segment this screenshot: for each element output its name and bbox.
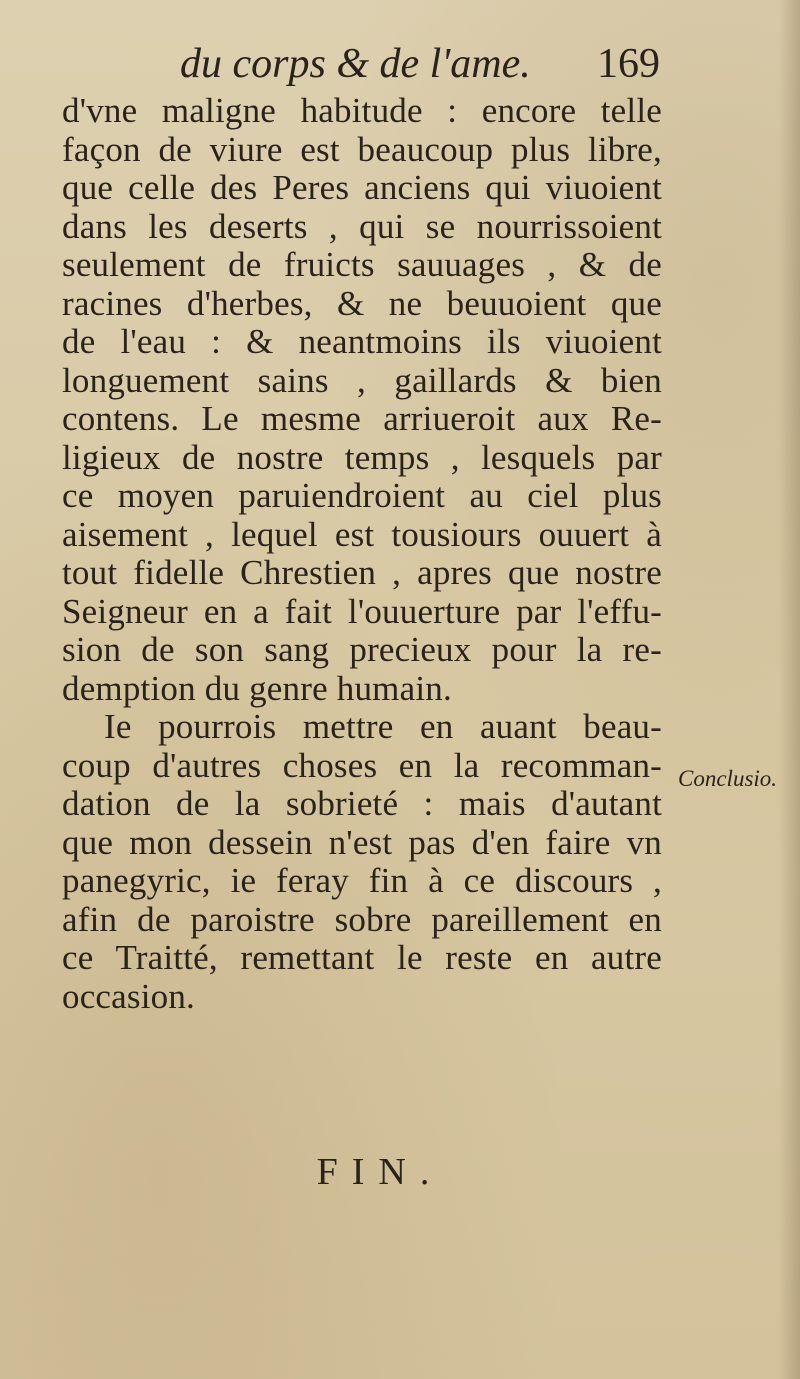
- text-line: afin de paroistre sobre pareillement en: [62, 899, 662, 939]
- running-head: [150, 36, 660, 92]
- text-line: ce Traitté, remettant le reste en autre: [62, 938, 662, 977]
- body-text: [62, 92, 662, 1016]
- text-line: dans les deserts , qui se nourrissoient: [62, 206, 662, 246]
- text-line: d'vne maligne habitude : encore telle: [62, 91, 662, 130]
- page-edge-shadow: [778, 0, 800, 1379]
- text-line: aisement , lequel est tousiours ouuert à: [62, 514, 662, 554]
- text-line: demption du genre humain.: [62, 668, 452, 708]
- text-line: ce moyen paruiendroient au ciel plus: [62, 476, 662, 515]
- text-line: tout fidelle Chrestien , apres que nostre: [62, 553, 662, 592]
- text-line: Ie pourrois mettre en auant beau-: [104, 707, 662, 746]
- text-line: ligieux de nostre temps , lesquels par: [62, 437, 662, 477]
- page-number: 169: [597, 41, 660, 87]
- text-line: Seigneur en a fait l'ouuerture par l'effu-: [62, 591, 662, 631]
- text-line: dation de la sobrieté : mais d'autant: [62, 784, 662, 823]
- text-line: racines d'herbes, & ne beuuoient que: [62, 283, 662, 323]
- text-line: que celle des Peres anciens qui viuoient: [62, 168, 662, 207]
- text-line: coup d'autres choses en la recomman-: [62, 745, 662, 785]
- closing-fin: FIN.: [316, 1151, 444, 1193]
- text-line: panegyric, ie feray fin à ce discours ,: [62, 861, 662, 900]
- text-line: sion de son sang precieux pour la re-: [62, 630, 662, 669]
- marginal-note: Conclusio.: [678, 766, 778, 791]
- text-line: façon de viure est beaucoup plus libre,: [62, 129, 662, 169]
- text-line: seulement de fruicts sauuages , & de: [62, 245, 662, 284]
- text-line: occasion.: [62, 976, 195, 1016]
- running-head-title: du corps & de l'ame.: [180, 41, 531, 87]
- text-line: longuement sains , gaillards & bien: [62, 360, 662, 400]
- text-line: que mon dessein n'est pas d'en faire vn: [62, 822, 662, 862]
- text-line: de l'eau : & neantmoins ils viuoient: [62, 322, 662, 361]
- text-line: contens. Le mesme arriueroit aux Re-: [62, 399, 662, 438]
